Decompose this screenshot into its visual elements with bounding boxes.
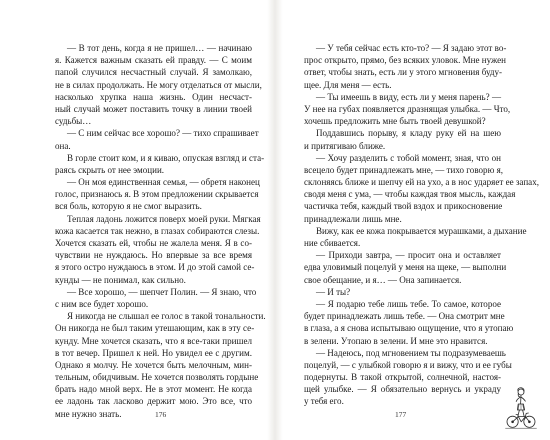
text-line: Он никогда не был таким утешающим, как в эту се- [55,323,255,334]
text-line: склоняясь ближе и шепчу ей на ухо, а в нос ударяет ее запах, [304,177,539,188]
text-line: Я никогда не слышал ее голос в такой тональности. [67,311,266,322]
text-line: свое обещание, и я… — Она запинается. [304,274,462,285]
text-line: подернуты. В такой открытой, солнечной, настоя- [304,372,501,383]
text-line: щей улыбке. — Я обязательно вернусь и украду [304,384,501,395]
text-line: прос открыто, прямо, без всяких уловок. Мне нужен [304,55,506,66]
text-line: едва уловимый поцелуй у меня на щеке, — выполни [304,262,507,273]
text-line: поцелуй, — с улыбкой говорю я и вижу, что и ее губы [304,359,512,370]
page-number-right: 177 [395,410,407,419]
text-line: судьбы… [55,116,92,127]
text-line: я этого остро нуждаюсь в этом. И до этой самой се- [55,262,255,273]
text-line: — Все хорошо, — шепчет Полин. — Я знаю, что [67,286,257,297]
page-number-left: 176 [155,410,167,419]
text-line: хочешь предложить мне быть твоей девушкой? [304,116,486,127]
text-line: чувствии не нуждаюсь. Но впервые за все время [55,250,252,261]
text-line: я. Кажется важным сказать ей правду. — С моим [55,55,252,66]
text-line: в зелени. Утопаю в зелени. И мне это нравится. [304,335,488,346]
text-line: всецело будет принадлежать мне, — тихо говорю я, [304,164,504,175]
text-line: и притягиваю ближе. [304,140,386,151]
text-line: У нее на губах появляется дразнящая улыбка. — Что, [304,103,511,114]
text-line: сводя меня с ума, — чтобы каждая твоя мысль, каждая [304,189,516,200]
text-line: В горле стоит ком, и я киваю, опуская взгляд и ста- [67,152,265,163]
text-line: кунды — не понимал, как сильно. [55,274,186,285]
text-line: мне нужно знать. [55,408,122,419]
text-line: — И ты? [316,286,351,297]
girl-on-bicycle-illustration [504,386,538,430]
left-page [55,42,266,420]
text-line: — С ним сейчас все хорошо? — тихо спрашивает [67,128,259,139]
text-line: у тебя его. [304,396,344,407]
text-line: раясь скрыть от нее эмоции. [55,164,165,175]
text-line: — Он моя единственная семья, — обретя наконец [67,177,260,188]
text-line: Поддавшись порыву, я кладу руку ей на шею [316,128,501,139]
text-line: голос, признаюсь я. В этом предложении скрывается [55,189,259,200]
text-line: вся боль, которую я не смог выразить. [55,201,202,212]
text-line: брать надо мной верх. Не в этот момент. Не когда [55,384,252,395]
text-line: щее. Для меня — есть. [304,79,392,90]
text-line: ответ, чтобы знать, есть ли у этого мгновения буду- [304,67,503,78]
right-page [304,42,539,408]
text-line: с ним все будет хорошо. [55,298,149,309]
text-line: кожа касается так нежно, в глазах собираются слезы. [55,225,260,236]
text-line: Теплая ладонь ложится поверх моей руки. Мягкая [67,213,261,224]
text-line: — Я подарю тебе лишь тебе. То самое, которое [316,298,501,309]
text-line: ный случай может поставить точку в линии твоей [55,103,252,114]
text-line: — Приходи завтра, — просит она и оставляет [316,250,501,261]
text-line: — В тот день, когда я не пришел… — начинаю [67,43,252,53]
text-line: тельным, обидчивым. Не хочется позволять гордыне [55,372,259,383]
text-line: — У тебя сейчас есть кто-то? — Я задаю этот во- [316,43,507,53]
text-line: Хочется сказать ей, чтобы не жалела меня. Я в со- [55,238,252,248]
text-line: папой случился несчастный случай. Я замолкаю, [55,67,252,78]
text-line: она. [55,140,71,151]
text-line: ее ладонь так ласково держит мою. Это все, что [55,396,252,407]
text-line: частичка тебя, каждый твой вздох и прикосновение [304,201,503,212]
text-line: ние сбивается. [304,238,361,248]
text-line: не в силах продолжать. Не могу отделаться от мысли, [55,79,262,90]
text-line: будет принадлежать лишь тебе. — Она смотрит мне [304,311,505,322]
text-line: в тот вечер. Пришел к ней. Но увидел ее с другим. [55,347,252,358]
text-line: в глаза, а я снова испытываю ощущение, что я утопаю [304,323,514,334]
text-line: — Надеюсь, под мгновением ты подразумеваешь [316,347,506,358]
text-line: принадлежали лишь мне. [304,213,402,224]
text-line: Вижу, как ее кожа покрывается мурашками, а дыхание [316,225,527,236]
text-line: — Хочу разделить с тобой момент, зная, что он [316,152,501,163]
text-line: кунду. Мне хочется сказать, что я все-таки пришел [55,335,252,346]
text-line: Однако я молчу. Не хочется быть мелочным, мин- [55,359,252,370]
text-line: насколько хрупка наша жизнь. Один несчаст- [55,91,252,102]
text-line: — Ты имеешь в виду, есть ли у меня парень? — [316,91,501,102]
